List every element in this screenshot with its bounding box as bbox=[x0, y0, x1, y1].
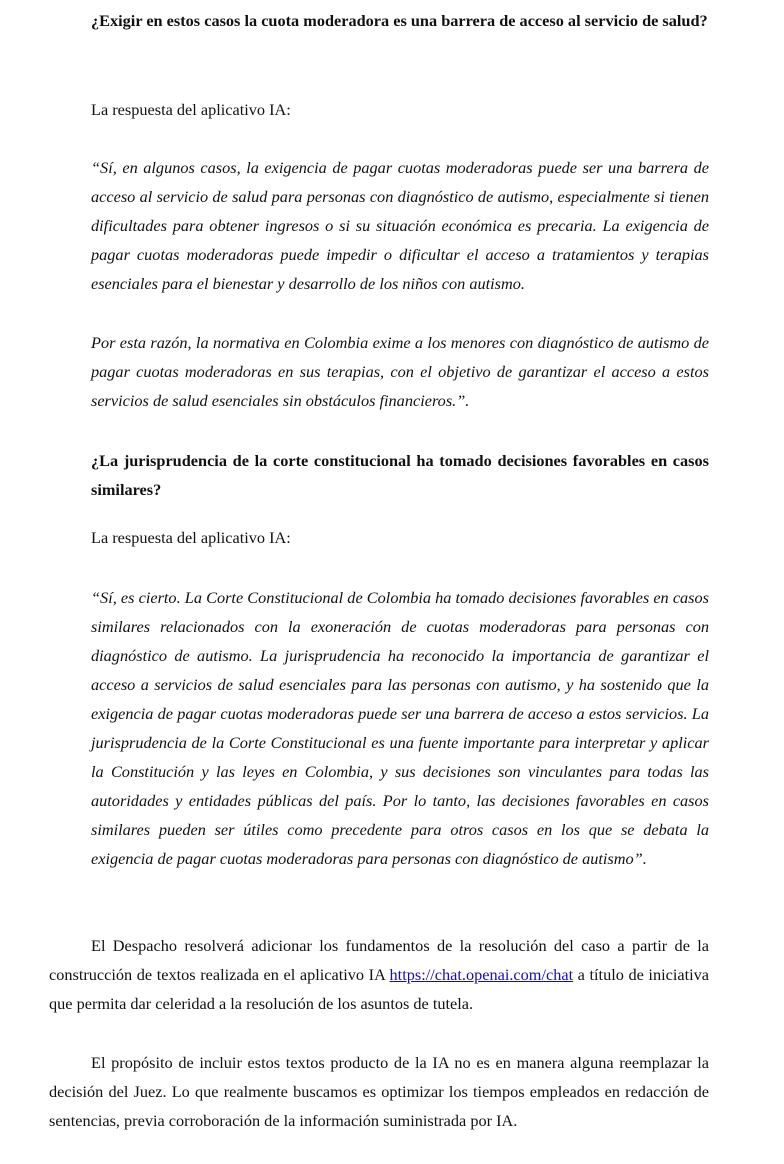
body-paragraph-1 bbox=[49, 931, 709, 1018]
body-paragraph-2: El propósito de incluir estos textos producto de la IA no es en manera alguna reemplazar la decisión del Juez. Lo que realmente buscamos es optimizar los tiempos empleados en redacción de sentencias, previa corroboración de la información suministrada por IA. bbox=[49, 1053, 709, 1130]
body-paragraph-1-end: a título de iniciativa que permita dar celeridad a la resolución de los asuntos de tutela. bbox=[49, 965, 710, 1013]
response-label-1: La respuesta del aplicativo IA: bbox=[91, 100, 291, 119]
response-label-2: La respuesta del aplicativo IA: bbox=[91, 528, 291, 547]
question-1: ¿Exigir en estos casos la cuota moderadora es una barrera de acceso al servicio de salud? bbox=[91, 11, 708, 30]
chat-openai-link[interactable]: https://chat.openai.com/chat bbox=[389, 965, 574, 984]
ai-answer-1-paragraph-2: Por esta razón, la normativa en Colombia exime a los menores con diagnóstico de autismo de pagar cuotas moderadoras en sus terapias, con el objetivo de garantizar el acceso a estos servicios de salud esenciales sin obstáculos financieros.”. bbox=[91, 333, 709, 410]
body-paragraph-1-start: El Despacho resolverá adicionar los fundamentos de la resolución del caso a partir de la construcción de textos realizada en el aplicativo IA bbox=[49, 936, 709, 984]
question-2: ¿La jurisprudencia de la corte constitucional ha tomado decisiones favorables en casos similares? bbox=[91, 451, 709, 499]
ai-answer-2: “Sí, es cierto. La Corte Constitucional de Colombia ha tomado decisiones favorables en casos similares relacionados con la exoneración de cuotas moderadoras para personas con diagnóstico de autismo. La jurisprudencia ha reconocido la importancia de garantizar el acceso a servicios de salud esenciales para las personas con autismo, y ha sostenido que la exigencia de pagar cuotas moderadoras puede ser una barrera de acceso a estos servicios. La jurisprudencia de la Corte Constitucional es una fuente importante para interpretar y aplicar la Constitución y las leyes en Colombia, y sus decisiones son vinculantes para todas las autoridades y entidades públicas del país. Por lo tanto, las decisiones favorables en casos similares pueden ser útiles como precedente para otros casos en los que se debata la exigencia de pagar cuotas moderadoras para personas con diagnóstico de autismo”. bbox=[91, 588, 709, 868]
ai-answer-1-paragraph-1: “Sí, en algunos casos, la exigencia de pagar cuotas moderadoras puede ser una barrera de acceso al servicio de salud para personas con diagnóstico de autismo, especialmente si tienen dificultades para obtener ingresos o si su situación económica es precaria. La exigencia de pagar cuotas moderadoras puede impedir o dificultar el acceso a tratamientos y terapias esenciales para el bienestar y desarrollo de los niños con autismo. bbox=[91, 158, 709, 293]
